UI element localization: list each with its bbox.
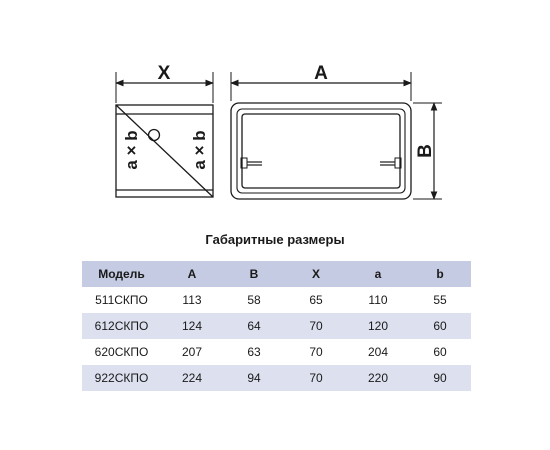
table-row bbox=[82, 313, 471, 339]
cell-model: 612СКПО bbox=[94, 319, 149, 333]
header-a-upper: A bbox=[187, 267, 197, 281]
table-row bbox=[82, 287, 471, 313]
table-row bbox=[82, 339, 471, 365]
header-a-lower: a bbox=[374, 267, 382, 281]
table-header-row bbox=[82, 261, 471, 287]
side-label-right: a × b bbox=[190, 130, 209, 170]
table-row bbox=[82, 365, 471, 391]
front-view bbox=[231, 72, 442, 199]
cell-x: 70 bbox=[309, 371, 323, 385]
cell-a-upper: 207 bbox=[181, 345, 203, 359]
cell-x: 70 bbox=[309, 319, 323, 333]
dimension-a-label: A bbox=[314, 63, 328, 84]
cell-b-lower: 90 bbox=[433, 371, 447, 385]
table-caption: Габаритные размеры bbox=[205, 232, 345, 247]
cell-a-lower: 220 bbox=[367, 371, 389, 385]
cell-a-upper: 224 bbox=[181, 371, 203, 385]
header-model: Модель bbox=[98, 267, 145, 281]
cell-a-lower: 204 bbox=[367, 345, 389, 359]
header-b-upper: B bbox=[249, 267, 259, 281]
side-label-left: a × b bbox=[122, 130, 141, 170]
cell-x: 65 bbox=[309, 293, 323, 307]
dimensions-table bbox=[82, 261, 471, 391]
header-b-lower: b bbox=[436, 267, 444, 281]
cell-a-upper: 113 bbox=[182, 293, 202, 307]
cell-a-lower: 120 bbox=[367, 319, 389, 333]
cell-b-lower: 60 bbox=[433, 345, 447, 359]
diameter-symbol bbox=[149, 130, 160, 141]
cell-a-lower: 110 bbox=[368, 293, 388, 307]
cell-b-lower: 55 bbox=[433, 293, 447, 307]
dimension-b-label: B bbox=[415, 144, 436, 158]
cell-b-lower: 60 bbox=[433, 319, 447, 333]
header-x: X bbox=[311, 267, 320, 281]
cell-model: 620СКПО bbox=[94, 345, 149, 359]
cell-b-upper: 63 bbox=[247, 345, 261, 359]
cell-b-upper: 64 bbox=[247, 319, 261, 333]
cell-x: 70 bbox=[309, 345, 323, 359]
dimension-x-label: X bbox=[157, 63, 171, 84]
cell-b-upper: 94 bbox=[247, 371, 261, 385]
cell-model: 511СКПО bbox=[95, 293, 148, 307]
cell-model: 922СКПО bbox=[94, 371, 149, 385]
cell-a-upper: 124 bbox=[181, 319, 203, 333]
cell-b-upper: 58 bbox=[247, 293, 261, 307]
